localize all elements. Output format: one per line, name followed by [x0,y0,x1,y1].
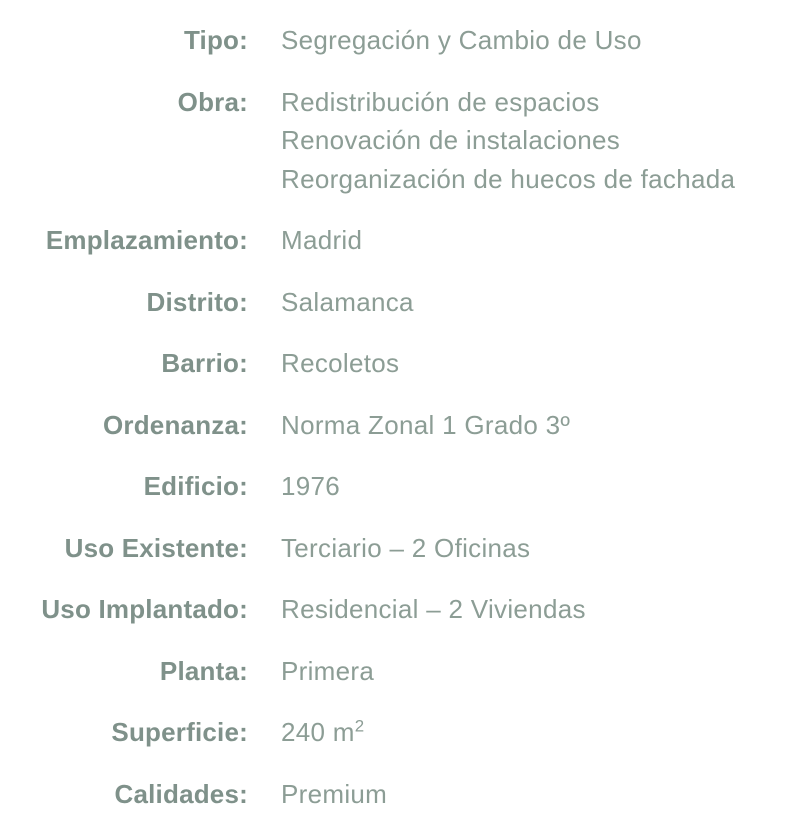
spec-value-line [281,713,364,752]
spec-value-line: Primera [281,655,375,686]
spec-value-tipo [281,21,642,60]
spec-value-planta [281,652,374,691]
spec-value-distrito [281,283,414,322]
spec-row-uso-existente [0,529,794,568]
spec-label-superficie: Superficie: [111,717,248,747]
spec-value-emplazamiento [281,221,362,260]
superficie-superscript: 2 [354,716,365,736]
spec-label-obra: Obra: [177,86,248,117]
spec-value-line: Terciario – 2 Oficinas [281,532,531,563]
spec-value-calidades [281,775,387,814]
spec-row-distrito [0,283,794,322]
spec-row-obra [0,83,794,199]
spec-label-edificio: Edificio: [143,471,248,501]
spec-label-emplazamiento: Emplazamiento: [45,225,248,255]
spec-value-line: Segregación y Cambio de Uso [281,25,642,55]
spec-label-tipo: Tipo: [183,25,248,55]
superficie-number: 240 m [281,717,355,747]
spec-value-superficie [281,713,364,752]
spec-label-distrito: Distrito: [146,286,248,317]
spec-label-barrio: Barrio: [161,348,248,378]
spec-label-uso-implantado: Uso Implantado: [41,594,248,624]
spec-value-line: Norma Zonal 1 Grado 3º [281,409,571,440]
spec-value-obra [281,83,735,199]
spec-label-planta: Planta: [159,655,248,686]
spec-label-ordenanza: Ordenanza: [102,409,248,440]
spec-label-uso-existente: Uso Existente: [64,532,248,563]
spec-value-line: Recoletos [281,348,400,378]
spec-value-line: Renovación de instalaciones [281,125,621,155]
spec-value-line: Madrid [281,225,363,255]
spec-row-superficie [0,713,794,752]
spec-value-line: Residencial – 2 Viviendas [281,594,586,624]
spec-value-line: Salamanca [281,286,414,317]
spec-value-barrio [281,344,399,383]
spec-row-planta [0,652,794,691]
spec-label-calidades: Calidades: [114,778,248,809]
spec-value-line: Redistribución de espacios [281,86,600,117]
spec-value-ordenanza [281,406,570,445]
spec-row-edificio [0,467,794,506]
spec-value-uso-implantado [281,590,586,629]
spec-row-uso-implantado [0,590,794,629]
spec-row-emplazamiento [0,221,794,260]
spec-value-line: Reorganización de huecos de fachada [281,163,736,194]
spec-value-line: Premium [281,778,388,809]
spec-row-ordenanza [0,406,794,445]
spec-row-barrio [0,344,794,383]
spec-row-tipo [0,21,794,60]
spec-value-edificio [281,467,340,506]
spec-value-line: 1976 [281,471,341,501]
spec-row-calidades [0,775,794,814]
spec-value-uso-existente [281,529,530,568]
